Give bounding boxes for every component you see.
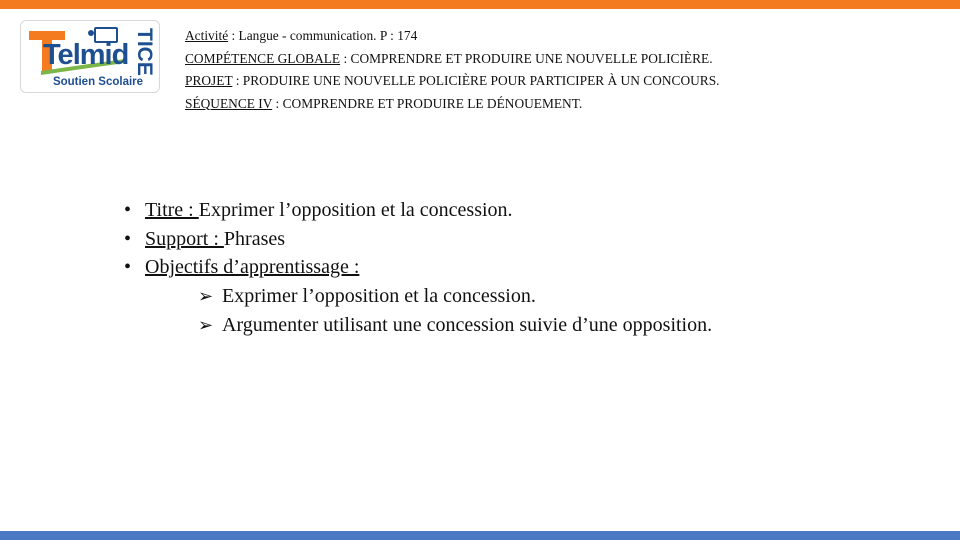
objectifs-label: Objectifs d’apprentissage : [145,256,360,279]
bullet-icon: • [124,256,132,279]
lesson-content [124,196,712,340]
header-projet [185,70,720,93]
competence-label: COMPÉTENCE GLOBALE [185,50,341,66]
header-activite [185,25,720,48]
top-accent-bar [0,0,960,9]
arrow-bullet-icon: ➢ [198,314,214,335]
bullet-objectifs [124,253,712,282]
arrow-bullet-icon: ➢ [198,286,214,307]
sequence-label: SÉQUENCE IV [185,95,273,111]
bottom-accent-bar [0,531,960,540]
bullet-icon: • [124,227,132,250]
logo-subtitle: Soutien Scolaire [52,76,144,88]
objective-text: Argumenter utilisant une concession suivie d’une opposition. [222,313,713,336]
objective-item [124,282,712,311]
header-competence [185,48,720,71]
logo-head [88,30,94,36]
telmid-logo [20,20,160,93]
bullet-titre [124,196,712,225]
activite-label: Activité [185,28,229,43]
projet-label: PROJET [185,73,233,88]
sequence-text: : COMPRENDRE ET PRODUIRE LE DÉNOUEMENT. [272,95,583,111]
projet-text: : PRODUIRE UNE NOUVELLE POLICIÈRE POUR PARTICIPER À UN CONCOURS. [232,73,720,88]
bullet-support [124,225,712,254]
header-sequence [185,93,720,116]
support-label: Support : [145,227,224,250]
competence-text: : COMPRENDRE ET PRODUIRE UNE NOUVELLE POLICIÈRE. [340,50,713,66]
objective-item [124,311,712,340]
titre-label: Titre : [145,199,199,221]
logo-tice-text: TICE [133,28,156,76]
titre-text: Exprimer l’opposition et la concession. [198,199,513,221]
logo-brand-text: Telmid [43,39,129,71]
bullet-icon: • [124,199,132,221]
objective-text: Exprimer l’opposition et la concession. [222,285,536,308]
activite-text: : Langue - communication. P : 174 [228,28,418,43]
lesson-header [185,25,720,115]
support-text: Phrases [223,227,286,250]
